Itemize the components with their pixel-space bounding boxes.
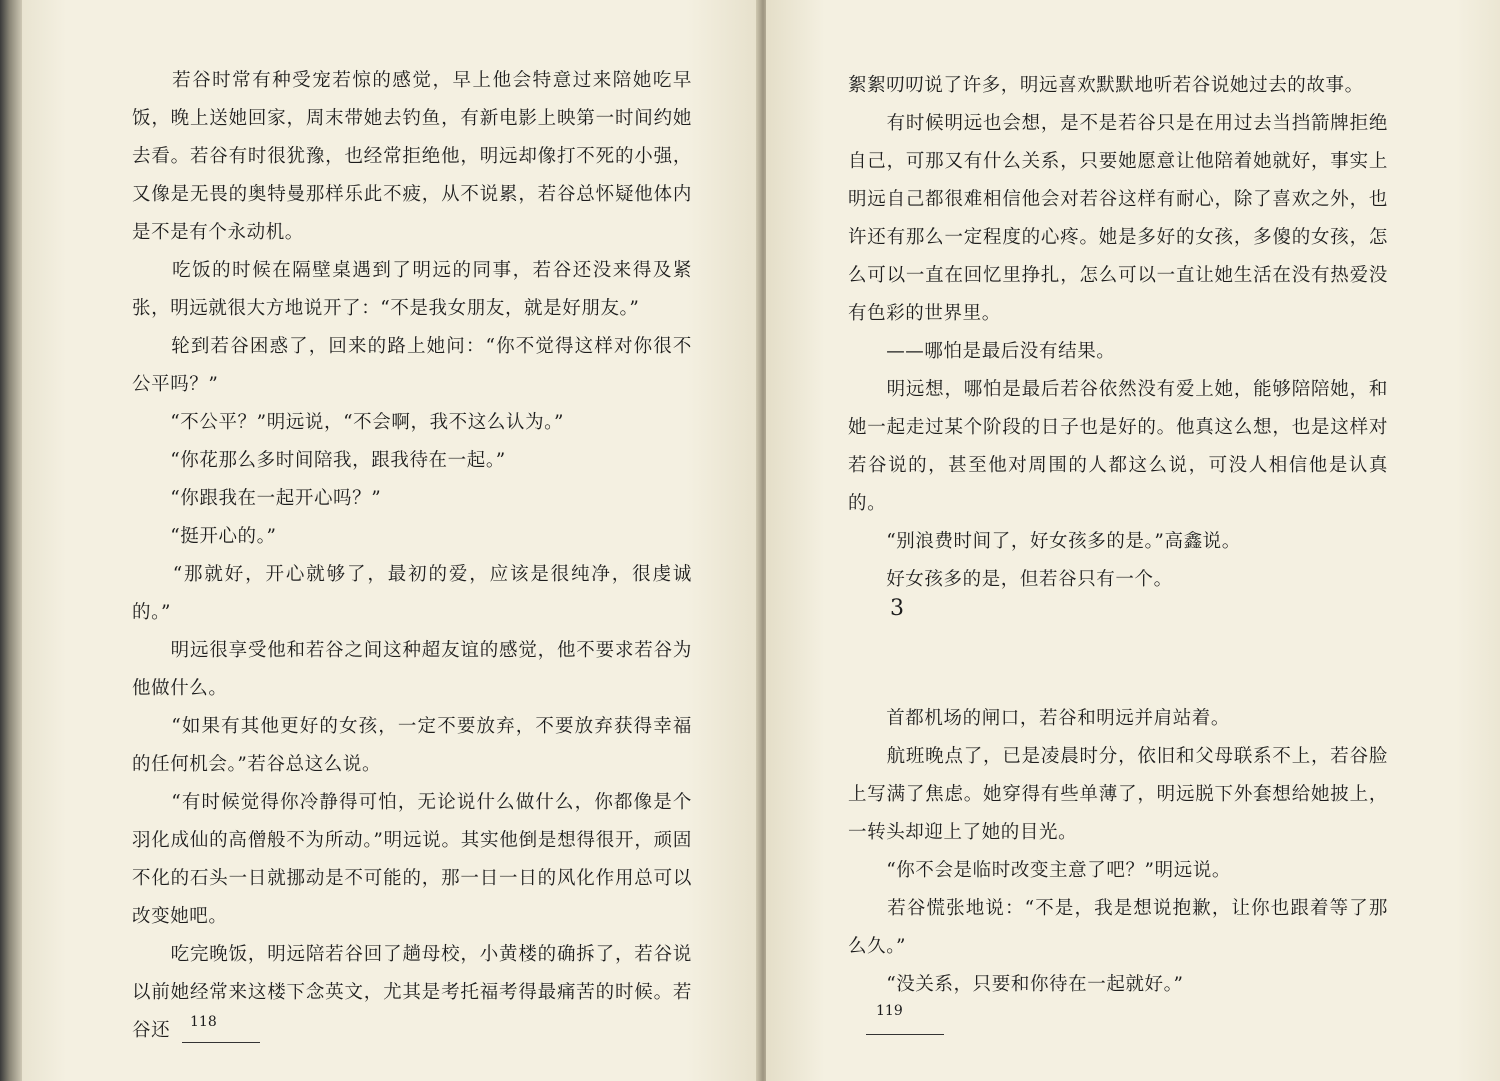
paragraph: 吃完晚饭，明远陪若谷回了趟母校，小黄楼的确拆了，若谷说以前她经常来这楼下念英文，尤其是考托福考得最痛苦的时候。若谷还	[132, 944, 692, 1041]
page-number-rule	[182, 1042, 260, 1043]
paragraph: “那就好，开心就够了，最初的爱，应该是很纯净，很虔诚的。”	[132, 564, 692, 623]
paragraph: “你不会是临时改变主意了吧？”明远说。	[848, 860, 1232, 881]
right-page-text	[848, 67, 1388, 599]
page-number: 118	[190, 1014, 217, 1030]
paragraph: “挺开心的。”	[132, 526, 277, 547]
paragraph: “没关系，只要和你待在一起就好。”	[848, 974, 1184, 995]
paragraph: “别浪费时间了，好女孩多的是。”高鑫说。	[848, 531, 1241, 552]
left-page	[22, 0, 760, 1081]
left-page-text	[132, 62, 692, 1050]
paragraph: “你花那么多时间陪我，跟我待在一起。”	[132, 450, 506, 471]
paragraph: “如果有其他更好的女孩，一定不要放弃，不要放弃获得幸福的任何机会。”若谷总这么说。	[132, 716, 692, 775]
paragraph: 航班晚点了，已是凌晨时分，依旧和父母联系不上，若谷脸上写满了焦虑。她穿得有些单薄了，明远脱下外套想给她披上，一转头却迎上了她的目光。	[848, 746, 1388, 843]
paragraph: “不公平？”明远说，“不会啊，我不这么认为。”	[132, 412, 565, 433]
paragraph: 首都机场的闸口，若谷和明远并肩站着。	[848, 708, 1231, 729]
paragraph: 明远很享受他和若谷之间这种超友谊的感觉，他不要求若谷为他做什么。	[132, 640, 692, 699]
paragraph: ——哪怕是最后没有结果。	[848, 341, 1116, 362]
paragraph: 轮到若谷困惑了，回来的路上她问：“你不觉得这样对你很不公平吗？”	[132, 336, 692, 395]
page-number: 119	[876, 1003, 903, 1019]
paragraph: 絮絮叨叨说了许多，明远喜欢默默地听若谷说她过去的故事。	[848, 75, 1364, 96]
paragraph: 好女孩多的是，但若谷只有一个。	[848, 569, 1173, 590]
paragraph: “有时候觉得你冷静得可怕，无论说什么做什么，你都像是个羽化成仙的高僧般不为所动。”明远说。其实他倒是想得很开，顽固不化的石头一日就挪动是不可能的，那一日一日的风化作用总可以改变她吧。	[132, 792, 692, 927]
right-page	[766, 0, 1500, 1081]
section-text	[848, 700, 1388, 1004]
paragraph: “你跟我在一起开心吗？”	[132, 488, 382, 509]
page-number-rule	[866, 1034, 944, 1035]
section-number: 3	[890, 596, 904, 621]
paragraph: 若谷慌张地说：“不是，我是想说抱歉，让你也跟着等了那么久。”	[848, 898, 1388, 957]
paragraph: 若谷时常有种受宠若惊的感觉，早上他会特意过来陪她吃早饭，晚上送她回家，周末带她去钓鱼，有新电影上映第一时间约她去看。若谷有时很犹豫，也经常拒绝他，明远却像打不死的小强，又像是无畏的奥特曼那样乐此不疲，从不说累，若谷总怀疑他体内是不是有个永动机。	[132, 70, 692, 243]
paragraph: 有时候明远也会想，是不是若谷只是在用过去当挡箭牌拒绝自己，可那又有什么关系，只要她愿意让他陪着她就好，事实上明远自己都很难相信他会对若谷这样有耐心，除了喜欢之外，也许还有那么一定程度的心疼。她是多好的女孩，多傻的女孩，怎么可以一直在回忆里挣扎，怎么可以一直让她生活在没有热爱没有色彩的世界里。	[848, 113, 1388, 324]
paragraph: 明远想，哪怕是最后若谷依然没有爱上她，能够陪陪她，和她一起走过某个阶段的日子也是好的。他真这么想，也是这样对若谷说的，甚至他对周围的人都这么说，可没人相信他是认真的。	[848, 379, 1388, 514]
paragraph: 吃饭的时候在隔壁桌遇到了明远的同事，若谷还没来得及紧张，明远就很大方地说开了：“不是我女朋友，就是好朋友。”	[132, 260, 692, 319]
book-left-edge	[0, 0, 24, 1081]
